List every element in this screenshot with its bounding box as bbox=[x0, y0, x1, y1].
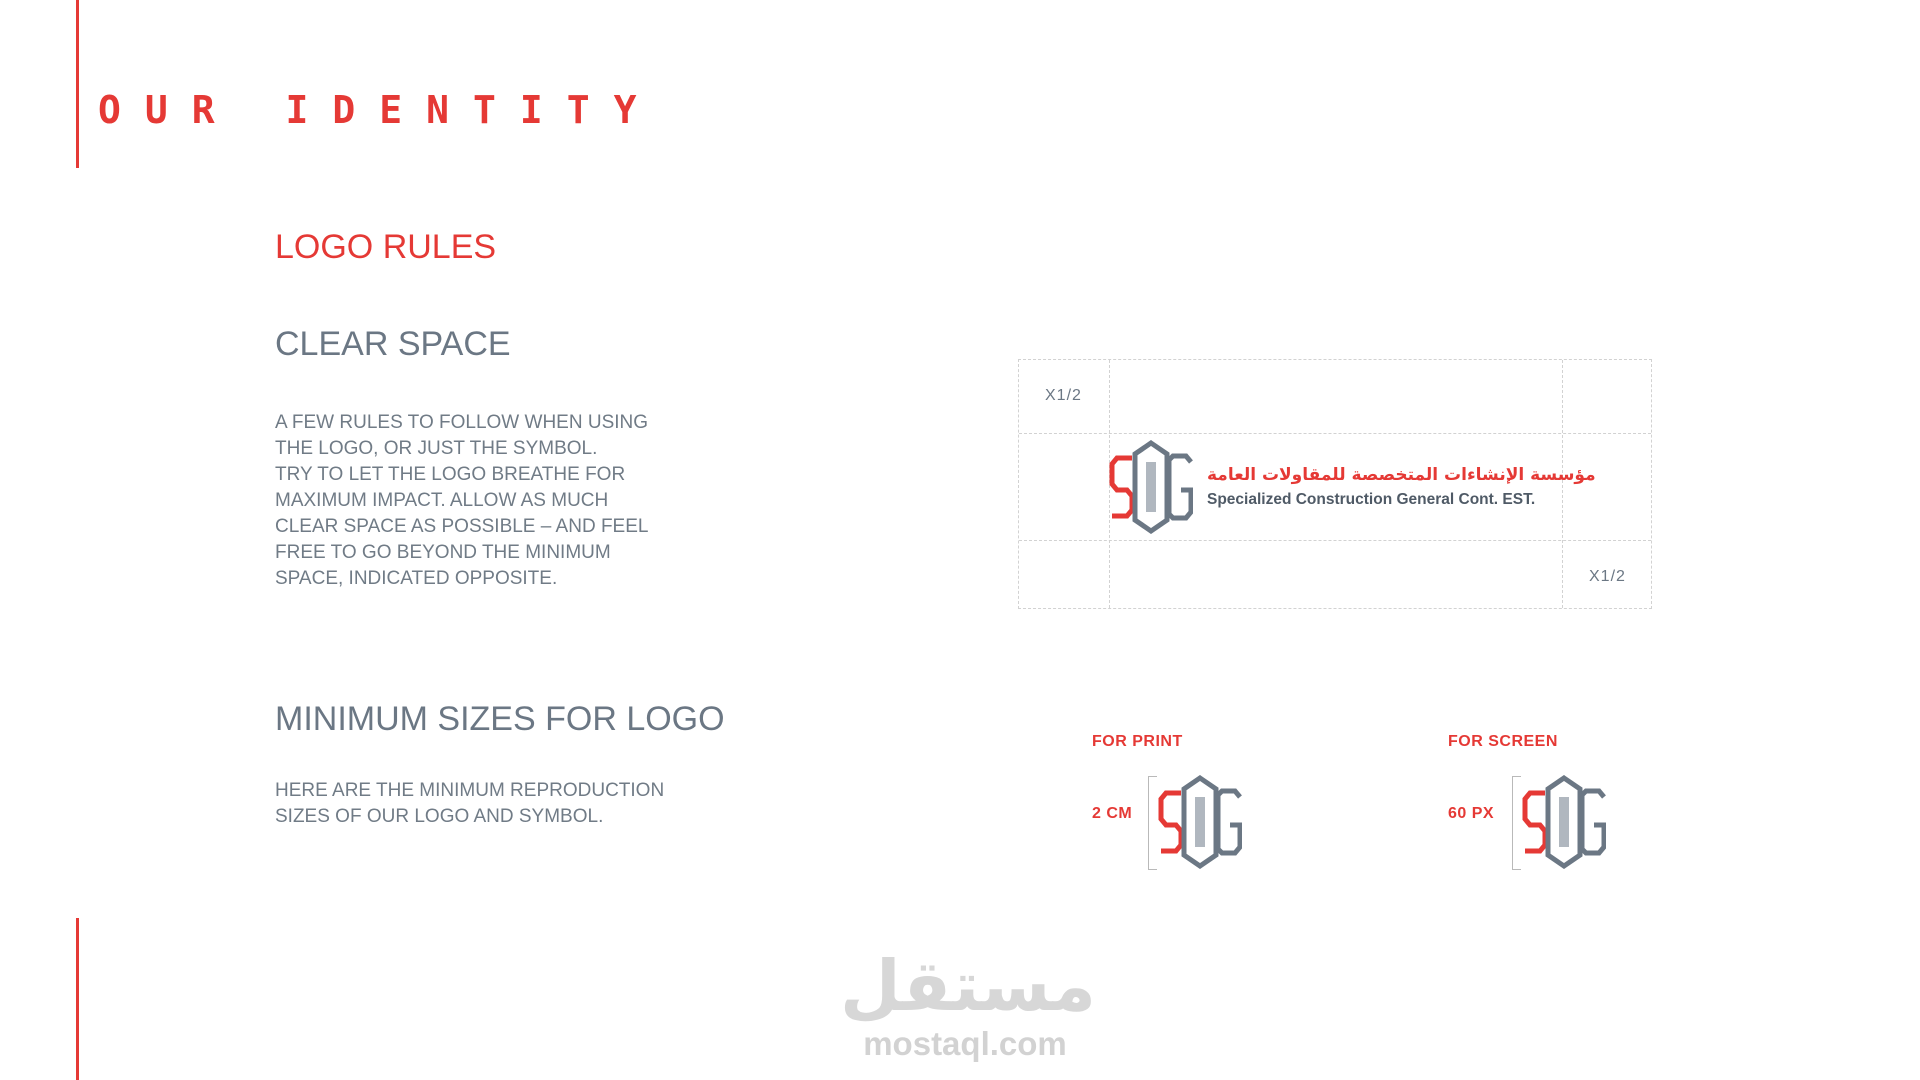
clear-space-line: FREE TO GO BEYOND THE MINIMUM bbox=[275, 542, 611, 563]
for-print-label: FOR PRINT bbox=[1092, 733, 1183, 750]
clear-space-description bbox=[275, 410, 648, 592]
clear-space-grid bbox=[1018, 359, 1652, 609]
watermark-arabic: مستقل bbox=[840, 945, 1097, 1027]
clear-space-line: SPACE, INDICATED OPPOSITE. bbox=[275, 568, 558, 589]
logo-symbol-print-icon bbox=[1158, 775, 1242, 869]
grid-line bbox=[1019, 433, 1651, 434]
minimum-sizes-title: MINIMUM SIZES FOR LOGO bbox=[275, 700, 725, 738]
size-bracket bbox=[1512, 776, 1521, 870]
clear-space-label-bottom: X1/2 bbox=[1589, 568, 1626, 585]
grid-line bbox=[1019, 540, 1651, 541]
minimum-sizes-line: SIZES OF OUR LOGO AND SYMBOL. bbox=[275, 806, 604, 827]
watermark-latin: mostaql.com bbox=[863, 1025, 1067, 1062]
logo-rules-title: LOGO RULES bbox=[275, 228, 497, 266]
clear-space-label-top: X1/2 bbox=[1045, 387, 1082, 404]
clear-space-line: THE LOGO, OR JUST THE SYMBOL. bbox=[275, 438, 598, 459]
minimum-sizes-description bbox=[275, 778, 664, 830]
page-title: OUR IDENTITY bbox=[98, 88, 661, 132]
accent-line-bottom bbox=[76, 918, 79, 1080]
screen-size-value: 60 PX bbox=[1448, 805, 1495, 822]
accent-line-top bbox=[76, 0, 79, 168]
logo-symbol-icon bbox=[1109, 440, 1193, 534]
logo-arabic-name: مؤسسة الإنشاءات المتخصصة للمقاولات العامة bbox=[1207, 465, 1596, 485]
clear-space-line: MAXIMUM IMPACT. ALLOW AS MUCH bbox=[275, 490, 609, 511]
for-screen-label: FOR SCREEN bbox=[1448, 733, 1558, 750]
logo-symbol-screen-icon bbox=[1522, 775, 1606, 869]
minimum-sizes-line: HERE ARE THE MINIMUM REPRODUCTION bbox=[275, 780, 665, 801]
size-bracket bbox=[1148, 776, 1157, 870]
company-logo bbox=[1109, 440, 1596, 534]
clear-space-line: CLEAR SPACE AS POSSIBLE – AND FEEL bbox=[275, 516, 649, 537]
logo-wordmark bbox=[1207, 465, 1596, 509]
clear-space-line: TRY TO LET THE LOGO BREATHE FOR bbox=[275, 464, 626, 485]
print-size-value: 2 CM bbox=[1092, 805, 1133, 822]
clear-space-line: A FEW RULES TO FOLLOW WHEN USING bbox=[275, 412, 649, 433]
clear-space-title: CLEAR SPACE bbox=[275, 325, 511, 363]
logo-english-name: Specialized Construction General Cont. EST. bbox=[1207, 491, 1536, 508]
